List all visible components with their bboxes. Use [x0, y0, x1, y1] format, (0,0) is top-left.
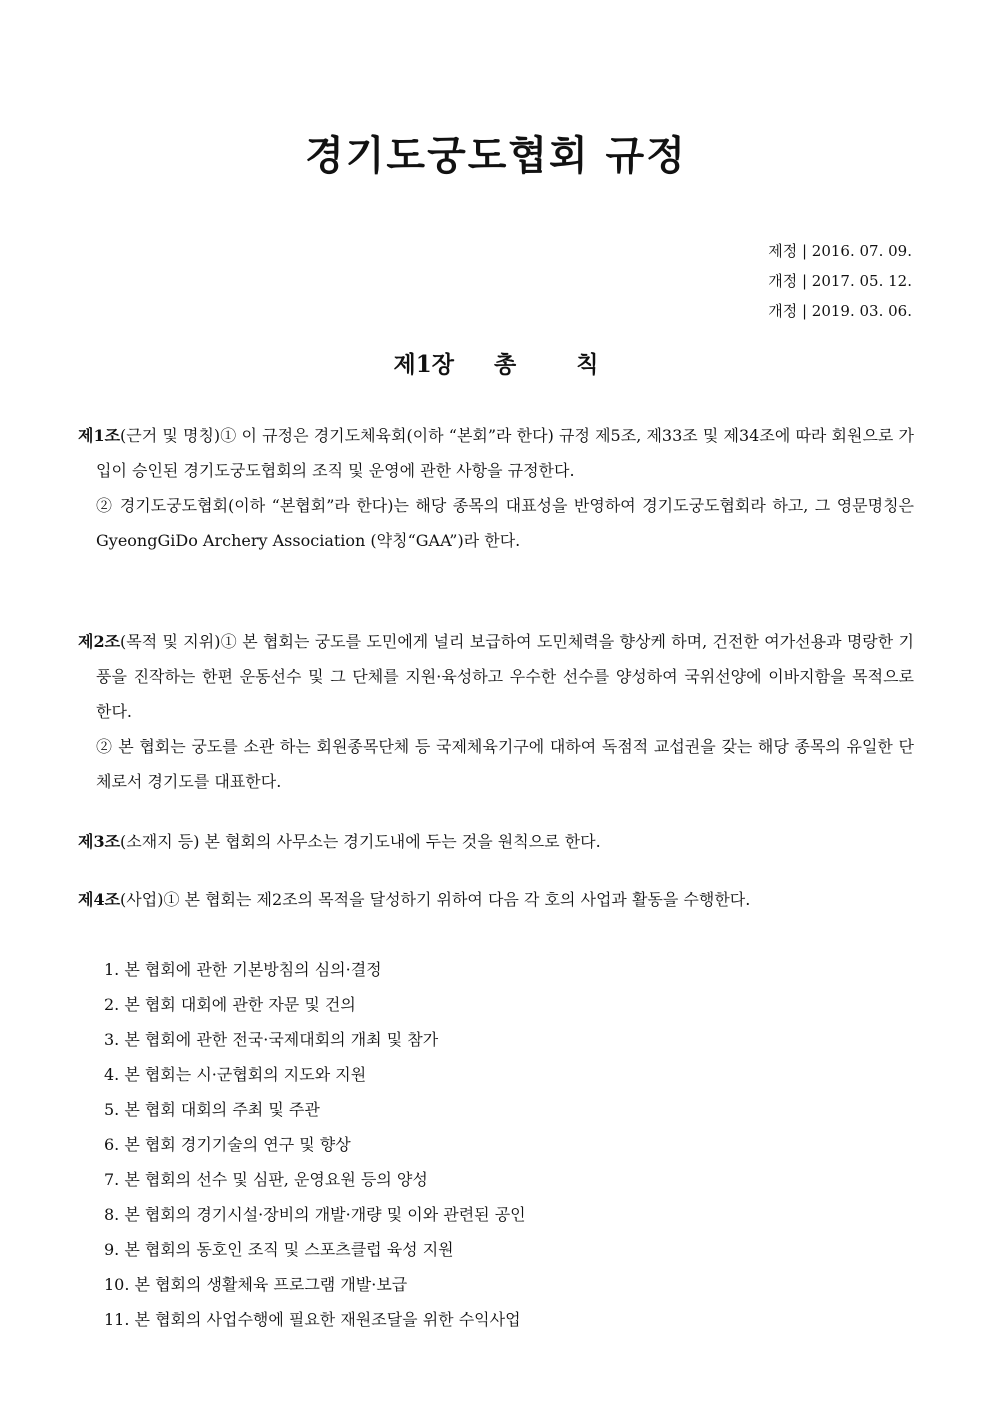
article-1	[78, 418, 914, 558]
list-item: 8. 본 협회의 경기시설·장비의 개발·개량 및 이와 관련된 공인	[104, 1205, 526, 1224]
article-label: 제4조	[78, 890, 121, 909]
list-item: 11. 본 협회의 사업수행에 필요한 재원조달을 위한 수익사업	[104, 1310, 521, 1329]
chapter-number: 제1장	[393, 351, 454, 378]
article-text: (소재지 등) 본 협회의 사무소는 경기도내에 두는 것을 원칙으로 한다.	[120, 832, 601, 851]
revision-history	[768, 236, 912, 326]
article-label: 제2조	[78, 632, 121, 651]
article-4-paragraph	[78, 882, 914, 917]
revision-amended-2: 개정 | 2019. 03. 06.	[768, 302, 912, 320]
article-1-clause-2: ② 경기도궁도협회(이하 “본협회”라 한다)는 해당 종목의 대표성을 반영하여 경기도궁도협회라 하고, 그 영문명칭은 GyeongGiDo Archery Association (약칭“GAA”)라 한다.	[96, 496, 914, 550]
article-2-paragraph	[78, 624, 914, 729]
document-title: 경기도궁도협회 규정	[305, 132, 687, 179]
chapter-heading	[0, 346, 992, 379]
article-1-paragraph	[78, 418, 914, 488]
chapter-title-1: 총	[494, 351, 517, 378]
list-item: 2. 본 협회 대회에 관한 자문 및 건의	[104, 995, 356, 1014]
list-item: 7. 본 협회의 선수 및 심판, 운영요원 등의 양성	[104, 1170, 428, 1189]
article-4	[78, 882, 914, 917]
revision-enacted: 제정 | 2016. 07. 09.	[768, 242, 912, 260]
article-label: 제1조	[78, 426, 121, 445]
list-item: 5. 본 협회 대회의 주최 및 주관	[104, 1100, 320, 1119]
article-2	[78, 624, 914, 799]
article-text: (목적 및 지위)① 본 협회는 궁도를 도민에게 널리 보급하여 도민체력을 향상케 하며, 건전한 여가선용과 명랑한 기풍을 진작하는 한편 운동선수 및 그 단체를 지원·육성하고 우수한 선수를 양성하여 국위선양에 이바지함을 목적으로 한다.	[96, 632, 914, 721]
list-item: 6. 본 협회 경기기술의 연구 및 향상	[104, 1135, 351, 1154]
list-item: 1. 본 협회에 관한 기본방침의 심의·결정	[104, 960, 382, 979]
revision-amended-1: 개정 | 2017. 05. 12.	[768, 272, 912, 290]
article-text: (근거 및 명칭)① 이 규정은 경기도체육회(이하 “본회”라 한다) 규정 제5조, 제33조 및 제34조에 따라 회원으로 가입이 승인된 경기도궁도협회의 조직 및 운영에 관한 사항을 규정한다.	[96, 426, 914, 480]
article-3	[78, 824, 914, 859]
list-item: 3. 본 협회에 관한 전국·국제대회의 개최 및 참가	[104, 1030, 439, 1049]
list-item: 4. 본 협회는 시·군협회의 지도와 지원	[104, 1065, 367, 1084]
article-label: 제3조	[78, 832, 121, 851]
article-4-items	[104, 952, 526, 1337]
article-3-paragraph	[78, 824, 914, 859]
article-2-clause-2: ② 본 협회는 궁도를 소관 하는 회원종목단체 등 국제체육기구에 대하여 독점적 교섭권을 갖는 해당 종목의 유일한 단체로서 경기도를 대표한다.	[96, 737, 914, 791]
chapter-title-2: 칙	[576, 351, 599, 378]
list-item: 10. 본 협회의 생활체육 프로그램 개발·보급	[104, 1275, 408, 1294]
article-text: (사업)① 본 협회는 제2조의 목적을 달성하기 위하여 다음 각 호의 사업과 활동을 수행한다.	[120, 890, 751, 909]
list-item: 9. 본 협회의 동호인 조직 및 스포츠클럽 육성 지원	[104, 1240, 454, 1259]
